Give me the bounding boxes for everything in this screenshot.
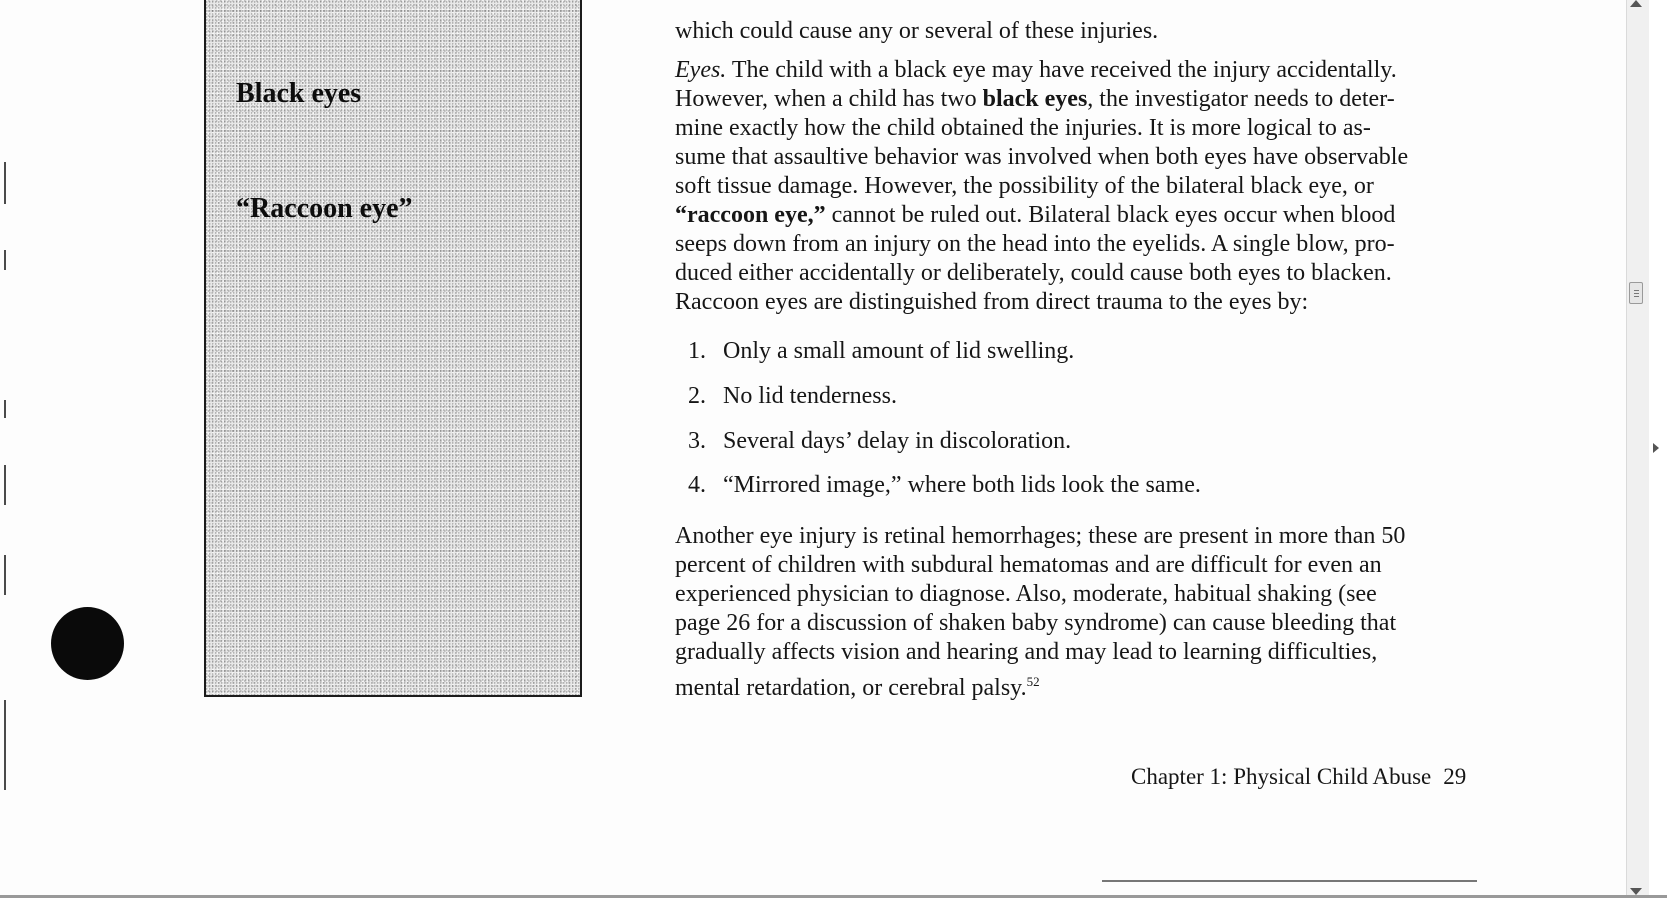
expand-right-arrow-icon[interactable] — [1653, 443, 1659, 453]
list-text: Only a small amount of lid swelling. — [723, 338, 1075, 364]
intro-paragraph — [675, 0, 1505, 46]
list-item — [688, 428, 1071, 455]
eyes-heading: Eyes. — [675, 57, 727, 83]
list-number: 2. — [688, 383, 706, 409]
retinal-line-4: page 26 for a discussion of shaken baby syndrome) can cause bleeding that — [675, 610, 1397, 636]
list-number: 4. — [688, 472, 706, 498]
list-text: Several days’ delay in discoloration. — [723, 428, 1072, 454]
chapter-title: Chapter 1: Physical Child Abuse — [1131, 764, 1432, 789]
margin-sidebar — [204, 0, 582, 697]
bottom-rule — [1102, 880, 1477, 882]
eyes-line-3: mine exactly how the child obtained the injuries. It is more logical to as- — [675, 115, 1371, 141]
retinal-line-6: mental retardation, or cerebral palsy. — [675, 675, 1027, 701]
list-item — [688, 338, 1074, 365]
retinal-line-1: Another eye injury is retinal hemorrhages; these are present in more than 50 — [675, 523, 1406, 549]
intro-line: which could cause any or several of these injuries. — [675, 18, 1159, 44]
retinal-line-2: percent of children with subdural hematomas and are difficult for even an — [675, 552, 1382, 578]
scroll-up-arrow-icon[interactable] — [1630, 0, 1642, 7]
list-text: No lid tenderness. — [723, 383, 897, 409]
eyes-line-8: duced either accidentally or deliberately, could cause both eyes to blacken. — [675, 260, 1392, 286]
scroll-thumb[interactable] — [1629, 282, 1643, 304]
eyes-line-6: cannot be ruled out. Bilateral black eyes occur when blood — [825, 202, 1396, 228]
list-number: 3. — [688, 428, 706, 454]
page-footer — [1131, 764, 1466, 790]
retinal-paragraph — [675, 522, 1505, 703]
term-black-eyes: black eyes — [982, 86, 1088, 112]
eyes-line-1: The child with a black eye may have received the injury accidentally. — [726, 57, 1397, 83]
eyes-line-2a: However, when a child has two — [675, 86, 983, 112]
vertical-scrollbar[interactable] — [1626, 0, 1649, 898]
list-number: 1. — [688, 338, 706, 364]
eyes-line-2b: , the investigator needs to deter- — [1087, 86, 1395, 112]
list-item — [688, 472, 1201, 499]
footnote-ref: 52 — [1026, 674, 1040, 689]
sidebar-label-raccoon-eye: “Raccoon eye” — [236, 193, 413, 224]
term-raccoon-eye: “raccoon eye,” — [675, 202, 826, 228]
eyes-line-9: Raccoon eyes are distinguished from direct trauma to the eyes by: — [675, 289, 1309, 315]
eyes-paragraph — [675, 56, 1505, 317]
eyes-line-4: sume that assaultive behavior was involved when both eyes have observable — [675, 144, 1409, 170]
retinal-line-3: experienced physician to diagnose. Also, moderate, habitual shaking (see — [675, 581, 1377, 607]
page-number: 29 — [1443, 764, 1467, 789]
eyes-line-7: seeps down from an injury on the head into the eyelids. A single blow, pro- — [675, 231, 1395, 257]
retinal-line-5: gradually affects vision and hearing and may lead to learning difficulties, — [675, 639, 1378, 665]
eyes-line-5: soft tissue damage. However, the possibility of the bilateral black eye, or — [675, 173, 1374, 199]
binder-hole — [51, 607, 124, 680]
list-item — [688, 383, 897, 410]
sidebar-label-black-eyes: Black eyes — [236, 78, 362, 109]
list-text: “Mirrored image,” where both lids look the same. — [723, 472, 1201, 498]
scroll-down-arrow-icon[interactable] — [1630, 888, 1642, 895]
